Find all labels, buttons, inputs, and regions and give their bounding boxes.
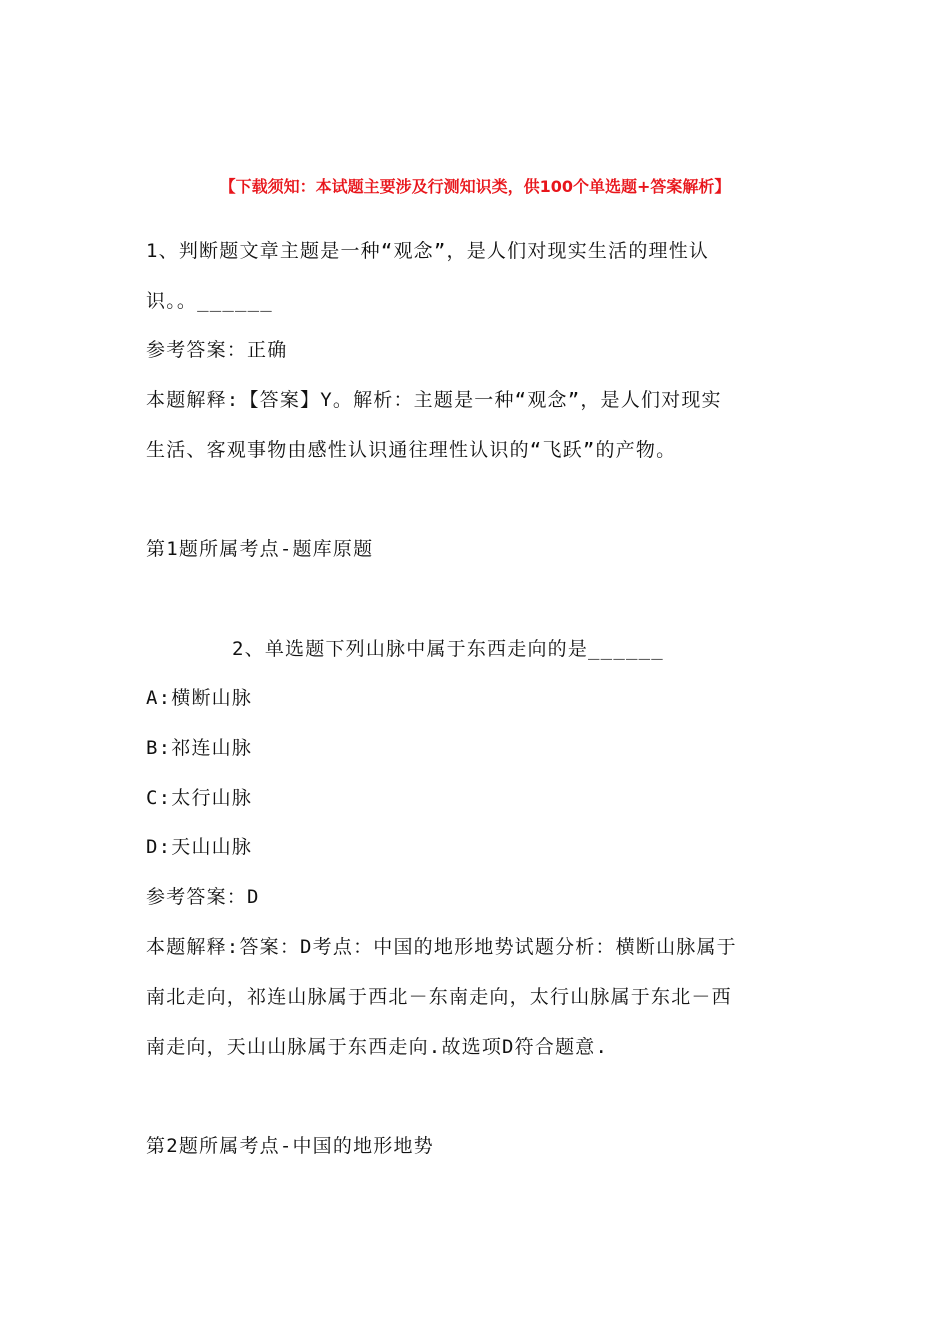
q2-question: 2、单选题下列山脉中属于东西走向的是______	[232, 638, 664, 660]
q1-knowledge-point: 第1题所属考点-题库原题	[146, 538, 374, 560]
q1-question-line-2: 识。。______	[146, 290, 273, 312]
q1-question-line-1: 1、判断题文章主题是一种“观念”，是人们对现实生活的理性认	[146, 240, 710, 262]
q2-knowledge-point: 第2题所属考点-中国的地形地势	[146, 1135, 434, 1157]
q1-answer: 参考答案：正确	[146, 339, 288, 361]
q2-option-c: C:太行山脉	[146, 787, 253, 809]
q2-option-a: A:横断山脉	[146, 687, 253, 709]
q2-explanation-line-2: 南北走向，祁连山脉属于西北－东南走向，太行山脉属于东北－西	[146, 986, 732, 1008]
q2-option-d: D:天山山脉	[146, 836, 253, 858]
q2-option-b: B:祁连山脉	[146, 737, 253, 759]
q2-explanation-line-1: 本题解释:答案：D考点：中国的地形地势试题分析：横断山脉属于	[146, 936, 737, 958]
q2-explanation-line-3: 南走向，天山山脉属于东西走向.故选项D符合题意.	[146, 1036, 609, 1058]
q2-answer: 参考答案：D	[146, 886, 260, 908]
download-notice: 【下载须知：本试题主要涉及行测知识类，供100个单选题+答案解析】	[219, 177, 731, 196]
q1-explanation-line-2: 生活、客观事物由感性认识通往理性认识的“飞跃”的产物。	[146, 439, 677, 461]
q1-explanation-line-1: 本题解释:【答案】Y。解析：主题是一种“观念”，是人们对现实	[146, 389, 722, 411]
